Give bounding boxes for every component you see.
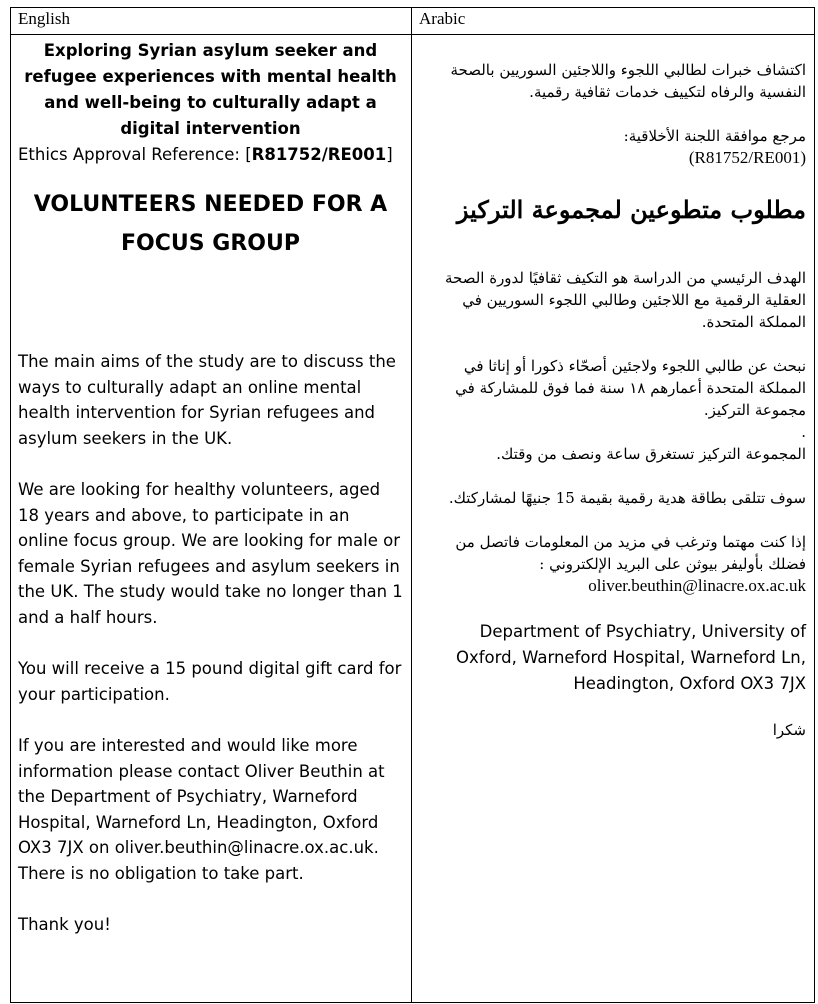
- arabic-gift-paragraph: سوف تتلقى بطاقة هدية رقمية بقيمة 15 جنيهًا لمشاركتك.: [448, 489, 806, 507]
- english-aims-paragraph: The main aims of the study are to discuss the ways to culturally adapt an online mental health intervention for Syrian refugees and asylum seekers in the UK.: [18, 352, 396, 448]
- header-arabic-label: Arabic: [419, 9, 466, 28]
- english-thanks: Thank you!: [18, 915, 111, 934]
- english-ethics-label: Ethics Approval Reference: [: [18, 145, 252, 164]
- english-ethics-code: R81752/RE001: [251, 145, 387, 164]
- bilingual-flyer-table: [10, 7, 815, 1003]
- english-ethics-close: ]: [386, 145, 393, 164]
- arabic-thanks: شكرا: [772, 721, 806, 739]
- english-headline: VOLUNTEERS NEEDED FOR A FOCUS GROUP: [33, 192, 388, 256]
- english-volunteers-paragraph: We are looking for healthy volunteers, aged 18 years and above, to participate in an online focus group. We are looking for male or female Syrian refugees and asylum seekers in the UK. The study would take no longer than 1 and a half hours.: [18, 480, 403, 627]
- arabic-duration-paragraph: المجموعة التركيز تستغرق ساعة ونصف من وقتك.: [496, 445, 806, 463]
- arabic-study-title: اكتشاف خبرات لطالبي اللجوء واللاجئين السوريين بالصحة النفسية والرفاه لتكييف خدمات ثقافية رقمية.: [450, 61, 806, 101]
- header-row: [11, 8, 815, 35]
- english-ethics-reference: [18, 142, 403, 168]
- arabic-headline: مطلوب متطوعين لمجموعة التركيز: [456, 195, 806, 224]
- content-row: [11, 35, 815, 1003]
- arabic-stray-dot: .: [801, 423, 806, 441]
- arabic-aims-paragraph: الهدف الرئيسي من الدراسة هو التكيف ثقافيًا لدورة الصحة العقلية الرقمية مع اللاجئين وطالبي اللجوء السوريين في المملكة المتحدة.: [444, 269, 806, 331]
- arabic-ethics-code: (R81752/RE001): [688, 148, 806, 167]
- header-cell-english: [11, 8, 412, 35]
- arabic-contact-paragraph: إذا كنت مهتما وترغب في مزيد من المعلومات فاتصل من فضلك بأوليفر بيوثن على البريد الإلكتروني :: [455, 533, 806, 573]
- arabic-volunteers-paragraph: نبحث عن طالبي اللجوء ولاجئين أصحّاء ذكورا أو إناثا في المملكة المتحدة أعمارهم ١٨ سنة فما فوق للمشاركة في مجموعة التركيز.: [455, 357, 806, 419]
- arabic-department-address: Department of Psychiatry, University of Oxford, Warneford Hospital, Warneford Ln, Headington, Oxford OX3 7JX: [456, 622, 806, 693]
- english-contact-paragraph: If you are interested and would like more information please contact Oliver Beuthin at the Department of Psychiatry, Warneford Hospital, Warneford Ln, Headington, Oxford OX3 7JX on oliver.beuthin@linacre.ox.ac.uk. There is no obligation to take part.: [18, 736, 385, 883]
- english-study-title: Exploring Syrian asylum seeker and refugee experiences with mental health and well-being to culturally adapt a digital intervention: [24, 41, 397, 138]
- header-english-label: English: [18, 9, 70, 28]
- arabic-ethics-label: مرجع موافقة اللجنة الأخلاقية:: [623, 127, 806, 145]
- arabic-contact-email[interactable]: oliver.beuthin@linacre.ox.ac.uk: [588, 576, 806, 595]
- arabic-column: [412, 35, 815, 1003]
- english-column: [11, 35, 412, 1003]
- header-cell-arabic: [412, 8, 815, 35]
- english-gift-paragraph: You will receive a 15 pound digital gift card for your participation.: [18, 659, 402, 704]
